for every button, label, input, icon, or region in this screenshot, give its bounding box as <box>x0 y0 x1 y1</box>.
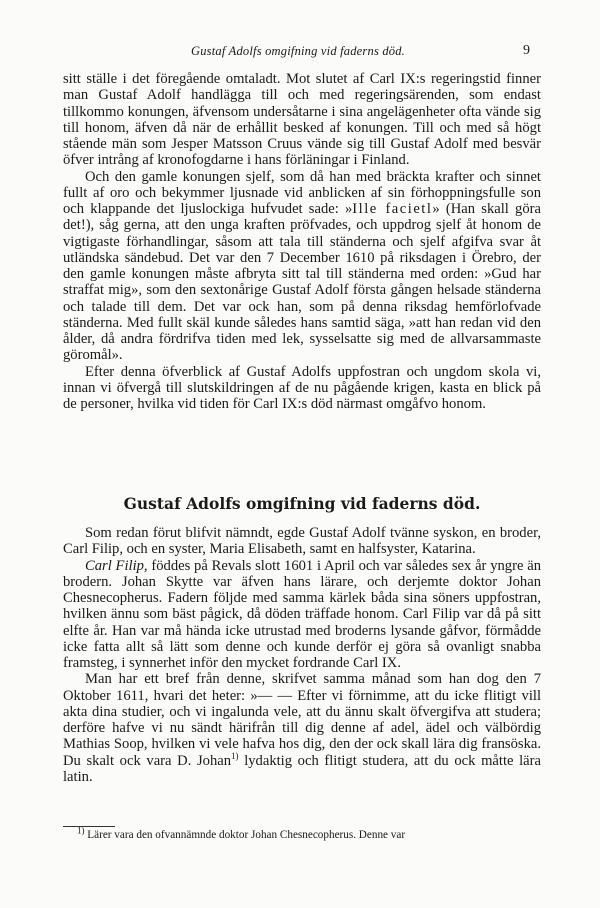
paragraph: Och den gamle konungen sjelf, som då han med bräckta krafter och sinnet fullt af oro och bekymmer ljusnade vid anblicken af sin förhoppningsfulle son och klappande det ljuslockiga hufvudet sade: »Ille facietl» (Han skall göra det!), såg gerna, att den unga kraften pröfvades, och uppdrog sjelf åt honom de vigtigaste förhandlingar, såsom att tala till ständerna och sjelf afgifva svar åt utländska sändebud. Det var den 7 December 1610 på riksdagen i Örebro, der den gamle konungen måste afbryta sitt tal till ständerna med orden: »Gud har straffat mig», som den sextonårige Gustaf Adolf första gången helsade ständerna och talade till dem. Det var ock han, som på denna riksdag hemförlofvade ständerna. Med fullt skäl kunde således hans samtid säga, »att han redan vid den ålder, då andra fördrifva tiden med lek, sysselsatte sig med de allvarsammaste göromål». <box>63 168 541 364</box>
paragraph: Man har ett bref från denne, skrifvet samma månad som han dog den 7 Oktober 1611, hvari det heter: »— — Efter vi förnimme, att du icke flitigt vill akta dina studier, och vi ingalunda vele, att du ännu skalt öfvergifva att studera; derföre hafve vi nu sändt härifrån till dig denne af adel, ädel och välbördig Mathias Soop, hvilken vi vele hafva hos dig, den der ock skall lära dig fransöska. Du skalt ock vara D. Johan$^{1)}$ lydaktig och flitigt studera, att du ock måtte lära latin. <box>63 671 541 785</box>
paragraph: Carl Filip, föddes på Revals slott 1601 i April och var således sex år yngre än brodern. Johan Skytte var äfven hans lärare, och derjemte doktor Johan Chesnecopherus. Fadern följde med samma kärlek båda sina söners uppfostran, hvilken ännu som bäst pågick, då döden träffade honom. Carl Filip var då på sitt elfte år. Han var må hända icke utrustad med broderns lysande gåfvor, förmådde icke fatta allt så lätt som denne och kunde derför ej göra så ovanligt snabba framsteg, i synnerhet inför den mycket fordrande Carl IX. <box>63 557 541 671</box>
running-head: Gustaf Adolfs omgifning vid faderns död. <box>190 44 406 58</box>
paragraph: Som redan förut blifvit nämndt, egde Gustaf Adolf tvänne syskon, en broder, Carl Filip, och en syster, Maria Elisabeth, samt en halfsyster, Katarina. <box>63 525 541 558</box>
footnote-divider <box>63 826 115 827</box>
body-text-top <box>63 71 541 412</box>
footnote-reference: 1) <box>231 750 239 761</box>
section-heading: Gustaf Adolfs omgifning vid faderns död. <box>123 494 481 513</box>
paragraph: sitt ställe i det föregående omtaladt. Mot slutet af Carl IX:s regeringstid finner man Gustaf Adolf handlägga till och med regeringsärenden, som endast tillkommo konungen, äfvensom undersåtarne i sina angelägenheter ofta vände sig till honom, äfven då när de erhållit besked af konungen. Till och med så högt stående män som Jesper Matsson Cruus vände sig till Gustaf Adolf med besvär öfver intrång af kronofogdarne i hans förläningar i Finland. <box>63 71 541 169</box>
name-carl-filip: Carl Filip, <box>85 557 148 574</box>
footnote-marker: 1) <box>77 825 85 836</box>
latin-quote: Ille facietl <box>352 201 433 217</box>
footnote <box>63 825 541 842</box>
body-text-section <box>63 525 541 785</box>
page-number: 9 <box>523 43 530 58</box>
footnote-text: Lärer vara den ofvannämnde doktor Johan Chesnecopherus. Denne var <box>84 829 406 841</box>
paragraph: Efter denna öfverblick af Gustaf Adolfs uppfostran och ungdom skola vi, innan vi öfvergå till slutskildringen af de nu pågående krigen, kasta en blick på de personer, hvilka vid tiden för Carl IX:s död närmast omgåfvo honom. <box>63 363 541 412</box>
